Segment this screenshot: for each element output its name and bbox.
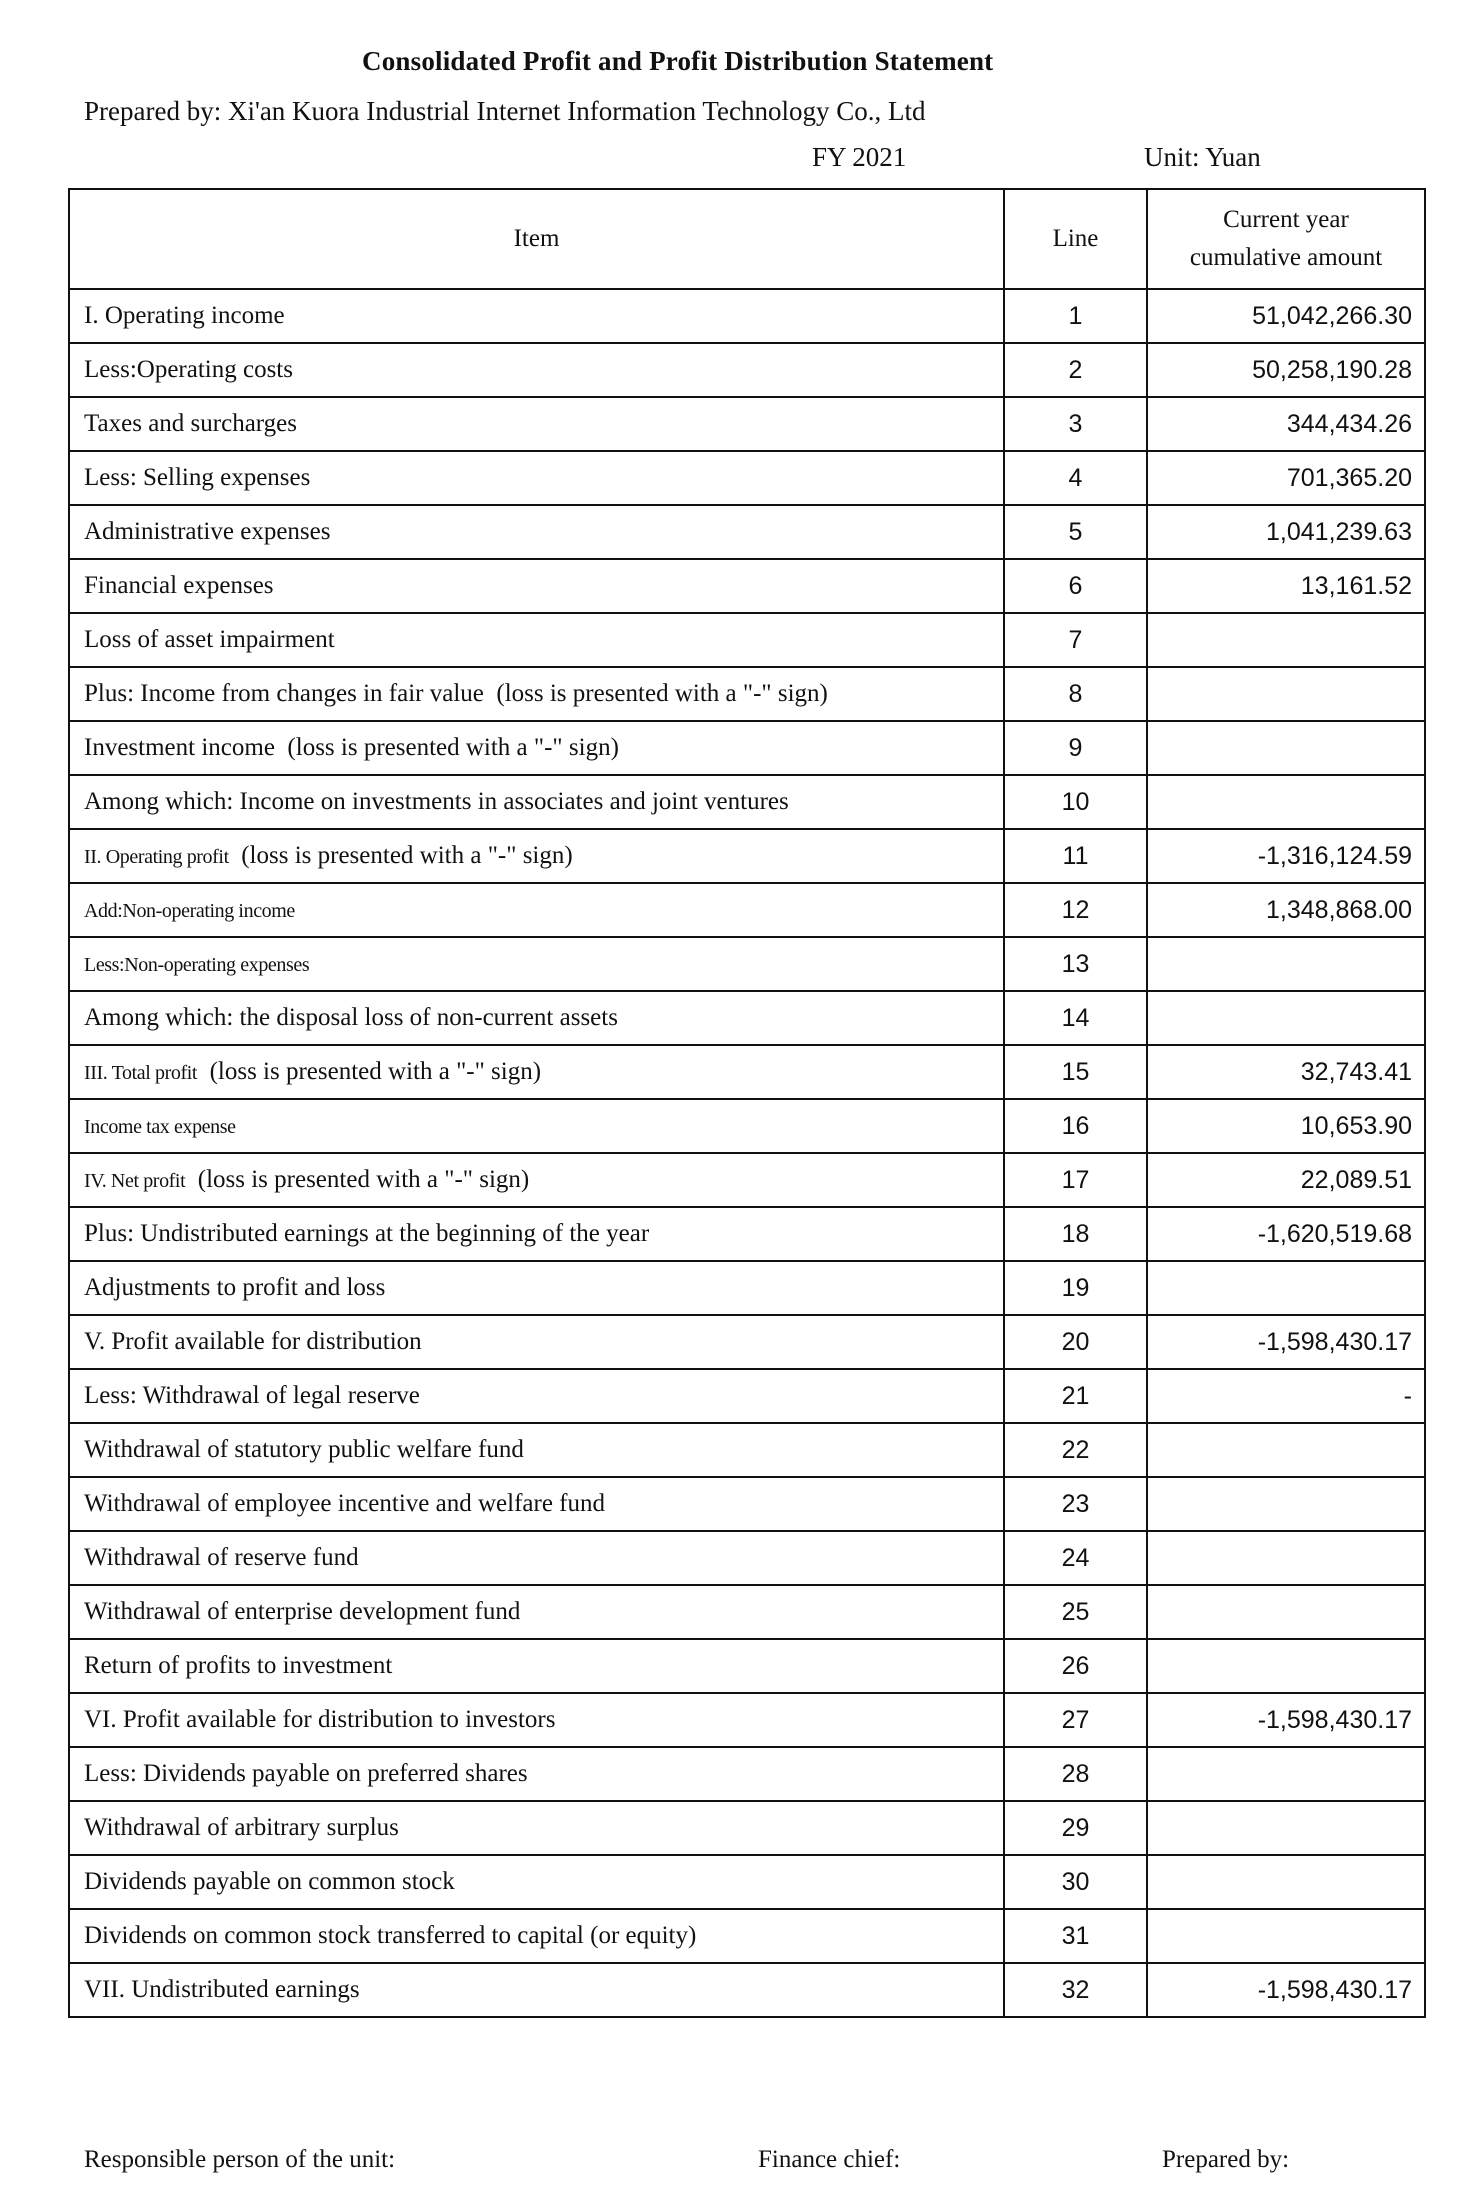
row-amount: 1,041,239.63: [1147, 505, 1425, 559]
row-amount: -1,316,124.59: [1147, 829, 1425, 883]
row-amount: 22,089.51: [1147, 1153, 1425, 1207]
row-line-number: 15: [1004, 1045, 1147, 1099]
row-amount: [1147, 1585, 1425, 1639]
row-item-label: [69, 1261, 1004, 1315]
table-row: [69, 613, 1425, 667]
table-row: [69, 1369, 1425, 1423]
row-line-number: 31: [1004, 1909, 1147, 1963]
row-item-text: Less: Withdrawal of legal reserve: [84, 1382, 420, 1409]
row-item-text: Administrative expenses: [84, 518, 331, 545]
row-item-text: Dividends payable on common stock: [84, 1868, 455, 1895]
row-amount: [1147, 1477, 1425, 1531]
row-item-text: VI. Profit available for distribution to investors: [84, 1706, 556, 1733]
row-item-label: [69, 1045, 1004, 1099]
row-item-label: [69, 559, 1004, 613]
row-amount: 701,365.20: [1147, 451, 1425, 505]
row-line-number: 24: [1004, 1531, 1147, 1585]
row-item-label: [69, 667, 1004, 721]
row-item-label: [69, 1639, 1004, 1693]
row-item-heading: Less:Non-operating expenses: [84, 953, 310, 976]
row-item-label: [69, 451, 1004, 505]
row-item-text: (loss is presented with a "-" sign): [185, 1165, 530, 1193]
row-item-heading: Add:Non-operating income: [84, 899, 295, 922]
row-amount: 13,161.52: [1147, 559, 1425, 613]
row-item-label: [69, 1747, 1004, 1801]
row-line-number: 22: [1004, 1423, 1147, 1477]
row-line-number: 5: [1004, 505, 1147, 559]
table-row: [69, 1639, 1425, 1693]
row-line-number: 30: [1004, 1855, 1147, 1909]
row-item-label: [69, 1963, 1004, 2017]
table-row: [69, 1747, 1425, 1801]
row-line-number: 9: [1004, 721, 1147, 775]
row-item-label: [69, 1423, 1004, 1477]
row-line-number: 16: [1004, 1099, 1147, 1153]
row-item-heading: II. Operating profit: [84, 845, 229, 868]
row-amount: [1147, 1423, 1425, 1477]
row-line-number: 20: [1004, 1315, 1147, 1369]
row-line-number: 23: [1004, 1477, 1147, 1531]
row-item-label: [69, 343, 1004, 397]
row-item-label: [69, 1909, 1004, 1963]
row-item-label: [69, 1153, 1004, 1207]
row-line-number: 21: [1004, 1369, 1147, 1423]
row-item-text: Return of profits to investment: [84, 1652, 393, 1679]
fiscal-period: FY 2021: [812, 142, 907, 172]
row-amount: [1147, 1909, 1425, 1963]
row-line-number: 7: [1004, 613, 1147, 667]
statement-title-text: Consolidated Profit and Profit Distribution Statement: [362, 46, 994, 76]
row-item-label: [69, 721, 1004, 775]
table-row: [69, 1153, 1425, 1207]
row-amount: [1147, 667, 1425, 721]
row-line-number: 10: [1004, 775, 1147, 829]
row-amount: 51,042,266.30: [1147, 289, 1425, 343]
table-row: [69, 1261, 1425, 1315]
row-item-text: (loss is presented with a "-" sign): [228, 841, 573, 869]
row-line-number: 1: [1004, 289, 1147, 343]
footer-finance-chief: Finance chief:: [758, 2146, 901, 2173]
row-line-number: 19: [1004, 1261, 1147, 1315]
table-row: [69, 1693, 1425, 1747]
row-item-label: [69, 1693, 1004, 1747]
row-item-text: V. Profit available for distribution: [84, 1328, 422, 1355]
row-item-label: [69, 991, 1004, 1045]
table-row: [69, 775, 1425, 829]
row-line-number: 6: [1004, 559, 1147, 613]
table-row: [69, 937, 1425, 991]
row-item-label: [69, 1801, 1004, 1855]
row-amount: 344,434.26: [1147, 397, 1425, 451]
row-amount: -1,598,430.17: [1147, 1315, 1425, 1369]
table-row: [69, 1531, 1425, 1585]
profit-statement-table: [68, 188, 1426, 2018]
row-item-text: Among which: the disposal loss of non-current assets: [84, 1004, 618, 1031]
row-line-number: 17: [1004, 1153, 1147, 1207]
row-amount: [1147, 1261, 1425, 1315]
row-line-number: 26: [1004, 1639, 1147, 1693]
row-item-label: [69, 883, 1004, 937]
row-item-heading: III. Total profit: [84, 1061, 198, 1084]
row-item-label: [69, 1315, 1004, 1369]
row-item-text: Less:Operating costs: [84, 356, 293, 383]
table-row: [69, 1909, 1425, 1963]
row-line-number: 18: [1004, 1207, 1147, 1261]
row-item-label: [69, 1369, 1004, 1423]
row-item-text: Loss of asset impairment: [84, 626, 335, 653]
row-item-heading: IV. Net profit: [84, 1169, 186, 1192]
row-item-text: Withdrawal of enterprise development fund: [84, 1598, 521, 1625]
row-item-text: Dividends on common stock transferred to capital (or equity): [84, 1922, 697, 1949]
row-line-number: 8: [1004, 667, 1147, 721]
row-item-text: Investment income (loss is presented with a "-" sign): [84, 734, 619, 761]
row-item-text: Adjustments to profit and loss: [84, 1274, 386, 1301]
row-amount: -: [1147, 1369, 1425, 1423]
row-amount: [1147, 613, 1425, 667]
row-line-number: 3: [1004, 397, 1147, 451]
row-item-text: (loss is presented with a "-" sign): [197, 1057, 542, 1085]
row-item-label: [69, 829, 1004, 883]
row-line-number: 14: [1004, 991, 1147, 1045]
table-row: [69, 343, 1425, 397]
row-item-text: Among which: Income on investments in associates and joint ventures: [84, 788, 789, 815]
table-row: [69, 667, 1425, 721]
row-amount: -1,598,430.17: [1147, 1963, 1425, 2017]
row-item-text: Less: Dividends payable on preferred shares: [84, 1760, 528, 1787]
row-amount: [1147, 991, 1425, 1045]
table-row: [69, 397, 1425, 451]
footer-responsible-person: Responsible person of the unit:: [84, 2146, 396, 2173]
row-item-text: Taxes and surcharges: [84, 410, 297, 437]
row-item-text: Less: Selling expenses: [84, 464, 311, 491]
table-row: [69, 829, 1425, 883]
table-row: [69, 1045, 1425, 1099]
row-item-text: VII. Undistributed earnings: [84, 1976, 360, 2003]
row-item-label: [69, 397, 1004, 451]
table-row: [69, 1585, 1425, 1639]
table-row: [69, 1477, 1425, 1531]
footer-prepared-by: Prepared by:: [1162, 2146, 1290, 2173]
table-row: [69, 721, 1425, 775]
row-amount: -1,620,519.68: [1147, 1207, 1425, 1261]
row-amount: [1147, 1801, 1425, 1855]
row-line-number: 2: [1004, 343, 1147, 397]
row-item-text: Withdrawal of statutory public welfare fund: [84, 1436, 524, 1463]
row-item-label: [69, 775, 1004, 829]
table-row: [69, 1963, 1425, 2017]
row-line-number: 29: [1004, 1801, 1147, 1855]
row-line-number: 28: [1004, 1747, 1147, 1801]
table-row: [69, 505, 1425, 559]
row-amount: 50,258,190.28: [1147, 343, 1425, 397]
row-item-label: [69, 505, 1004, 559]
table-row: [69, 1801, 1425, 1855]
table-row: [69, 1099, 1425, 1153]
row-item-text: Financial expenses: [84, 572, 274, 599]
row-amount: [1147, 775, 1425, 829]
column-header-amount: [1147, 189, 1425, 289]
table-row: [69, 1423, 1425, 1477]
table-row: [69, 991, 1425, 1045]
row-item-text: Withdrawal of reserve fund: [84, 1544, 359, 1571]
row-line-number: 32: [1004, 1963, 1147, 2017]
row-line-number: 12: [1004, 883, 1147, 937]
table-header-row: [69, 189, 1425, 289]
row-item-text: Withdrawal of arbitrary surplus: [84, 1814, 399, 1841]
row-line-number: 25: [1004, 1585, 1147, 1639]
row-amount: [1147, 1531, 1425, 1585]
table-row: [69, 1315, 1425, 1369]
row-amount: 32,743.41: [1147, 1045, 1425, 1099]
row-amount: 10,653.90: [1147, 1099, 1425, 1153]
table-row: [69, 1855, 1425, 1909]
table-row: [69, 289, 1425, 343]
row-item-text: Plus: Income from changes in fair value (loss is presented with a "-" sign): [84, 680, 828, 707]
row-item-label: [69, 1207, 1004, 1261]
column-header-amount-line2: cumulative amount: [1189, 244, 1383, 271]
column-header-item: Item: [69, 189, 1004, 289]
preparer-line: Prepared by: Xi'an Kuora Industrial Internet Information Technology Co., Ltd: [84, 96, 926, 126]
row-item-text: I. Operating income: [84, 302, 285, 329]
row-item-label: [69, 1477, 1004, 1531]
row-item-label: [69, 613, 1004, 667]
row-item-text: Plus: Undistributed earnings at the beginning of the year: [84, 1220, 650, 1247]
row-item-text: Withdrawal of employee incentive and welfare fund: [84, 1490, 605, 1517]
row-item-label: [69, 1099, 1004, 1153]
row-amount: -1,598,430.17: [1147, 1693, 1425, 1747]
table-row: [69, 451, 1425, 505]
currency-unit: Unit: Yuan: [1144, 142, 1261, 172]
row-amount: [1147, 1747, 1425, 1801]
row-item-label: [69, 1855, 1004, 1909]
row-line-number: 13: [1004, 937, 1147, 991]
row-amount: [1147, 1639, 1425, 1693]
statement-title: [0, 46, 1476, 77]
table-row: [69, 1207, 1425, 1261]
row-amount: [1147, 1855, 1425, 1909]
row-amount: [1147, 721, 1425, 775]
table-row: [69, 883, 1425, 937]
row-line-number: 27: [1004, 1693, 1147, 1747]
row-item-label: [69, 289, 1004, 343]
column-header-line: Line: [1004, 189, 1147, 289]
row-item-label: [69, 937, 1004, 991]
row-line-number: 4: [1004, 451, 1147, 505]
row-item-label: [69, 1531, 1004, 1585]
row-amount: [1147, 937, 1425, 991]
row-item-label: [69, 1585, 1004, 1639]
row-item-heading: Income tax expense: [84, 1115, 236, 1138]
row-amount: 1,348,868.00: [1147, 883, 1425, 937]
row-line-number: 11: [1004, 829, 1147, 883]
table-row: [69, 559, 1425, 613]
column-header-amount-line1: Current year: [1223, 206, 1349, 233]
